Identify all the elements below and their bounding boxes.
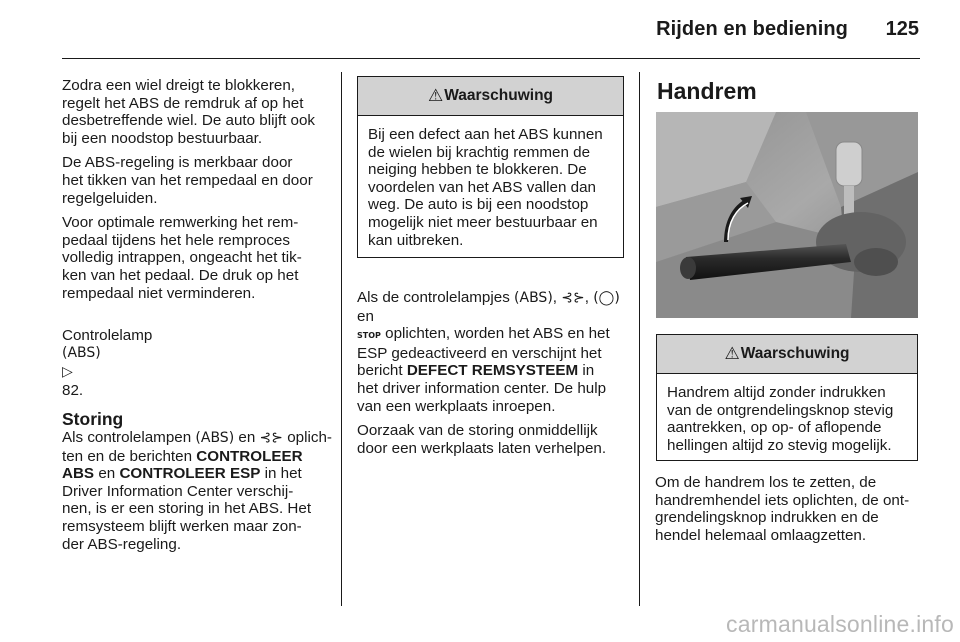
esp-traction-control-icon: ⊰⊱ (259, 430, 283, 447)
abs-intro-paragraph: Zodra een wiel dreigt te blokkeren, regelt het ABS de remdruk af op het desbetreffende wiel. De auto blijft ook bij een noodstop bestuurbaar. (62, 77, 316, 147)
abs-warning-box (357, 76, 624, 258)
brake-system-warning-icon: (◯) (593, 290, 620, 306)
column-divider-2 (639, 72, 640, 606)
header-rule (62, 58, 920, 59)
page-reference[interactable]: 82. (62, 381, 84, 399)
abs-warning-light-icon: (ABS) (514, 290, 553, 306)
page-reference-triangle-icon: ▷ (62, 363, 73, 380)
warning-text: Handrem altijd zonder indrukken van de ontgrendelingsknop stevig aantrekken, op op- of aflopende hellingen altijd zo stevig mogelijk. (667, 384, 894, 454)
page-header (0, 0, 960, 62)
handbrake-photo (656, 112, 918, 318)
page-number: 125 (885, 18, 919, 40)
warning-triangle-icon: ⚠ (427, 86, 444, 105)
header-title: Rijden en bediening (656, 18, 848, 40)
abs-warning-light-icon: (ABS) (195, 430, 235, 447)
abs-warning-light-icon: (ABS) (62, 345, 101, 362)
column-1 (62, 77, 332, 560)
column-divider-1 (341, 72, 342, 606)
esp-traction-control-icon: ⊰⊱ (561, 290, 585, 306)
storing-heading: Storing (62, 409, 124, 430)
watermark: carmanualsonline.info (726, 611, 954, 637)
control-lamps-paragraph: Als de controlelampjes (ABS), ⊰⊱, (◯) en STOP oplichten, worden het ABS en het ESP gedeactiveerd en verschijnt het bericht DEFECT REMSYSTEEM in het driver information center. De hulp van een werkplaats inroepen. (357, 289, 620, 415)
warning-header: ⚠ Waarschuwing (657, 335, 917, 374)
release-handbrake-paragraph: Om de handrem los te zetten, de handremhendel iets oplichten, de ont- grendelingsknop indrukken en de hendel helemaal omlaagzetten. (655, 474, 910, 544)
abs-feedback-paragraph: De ABS-regeling is merkbaar door het tikken van het rempedaal en door regelgeluiden. (62, 154, 313, 207)
braking-advice-paragraph: Voor optimale remwerking het rem- pedaal tijdens het hele remproces volledig intrappen, ongeacht het tik- ken van het pedaal. De druk op het rempedaal niet verminderen. (62, 214, 302, 302)
handrem-heading: Handrem (657, 78, 757, 104)
control-lamp-reference: Controlelamp (ABS) ▷ 82. (62, 326, 153, 399)
storing-paragraph: Als controlelampen (ABS) en ⊰⊱ oplich- ten en de berichten CONTROLEER ABS en CONTROLEER ESP in het Driver Information Center verschij- nen, is er een storing in het ABS. Het remsysteem blijft werken maar zon- der ABS-regeling. (62, 429, 332, 553)
column-2 (357, 289, 627, 464)
warning-text: Bij een defect aan het ABS kunnen de wielen bij krachtig remmen de neiging hebben te blokkeren. De voordelen van het ABS vallen dan weg. De auto is bij een noodstop mogelijk niet meer bestuurbaar en kan uitbreken. (368, 126, 603, 249)
column-3 (655, 474, 925, 551)
warning-triangle-icon: ⚠ (724, 344, 740, 363)
stop-icon: STOP (357, 331, 381, 341)
handbrake-warning-box (656, 334, 918, 461)
warning-header: ⚠ Waarschuwing (358, 77, 623, 116)
repair-advice-paragraph: Oorzaak van de storing onmiddellijk door een werkplaats laten verhelpen. (357, 422, 607, 457)
